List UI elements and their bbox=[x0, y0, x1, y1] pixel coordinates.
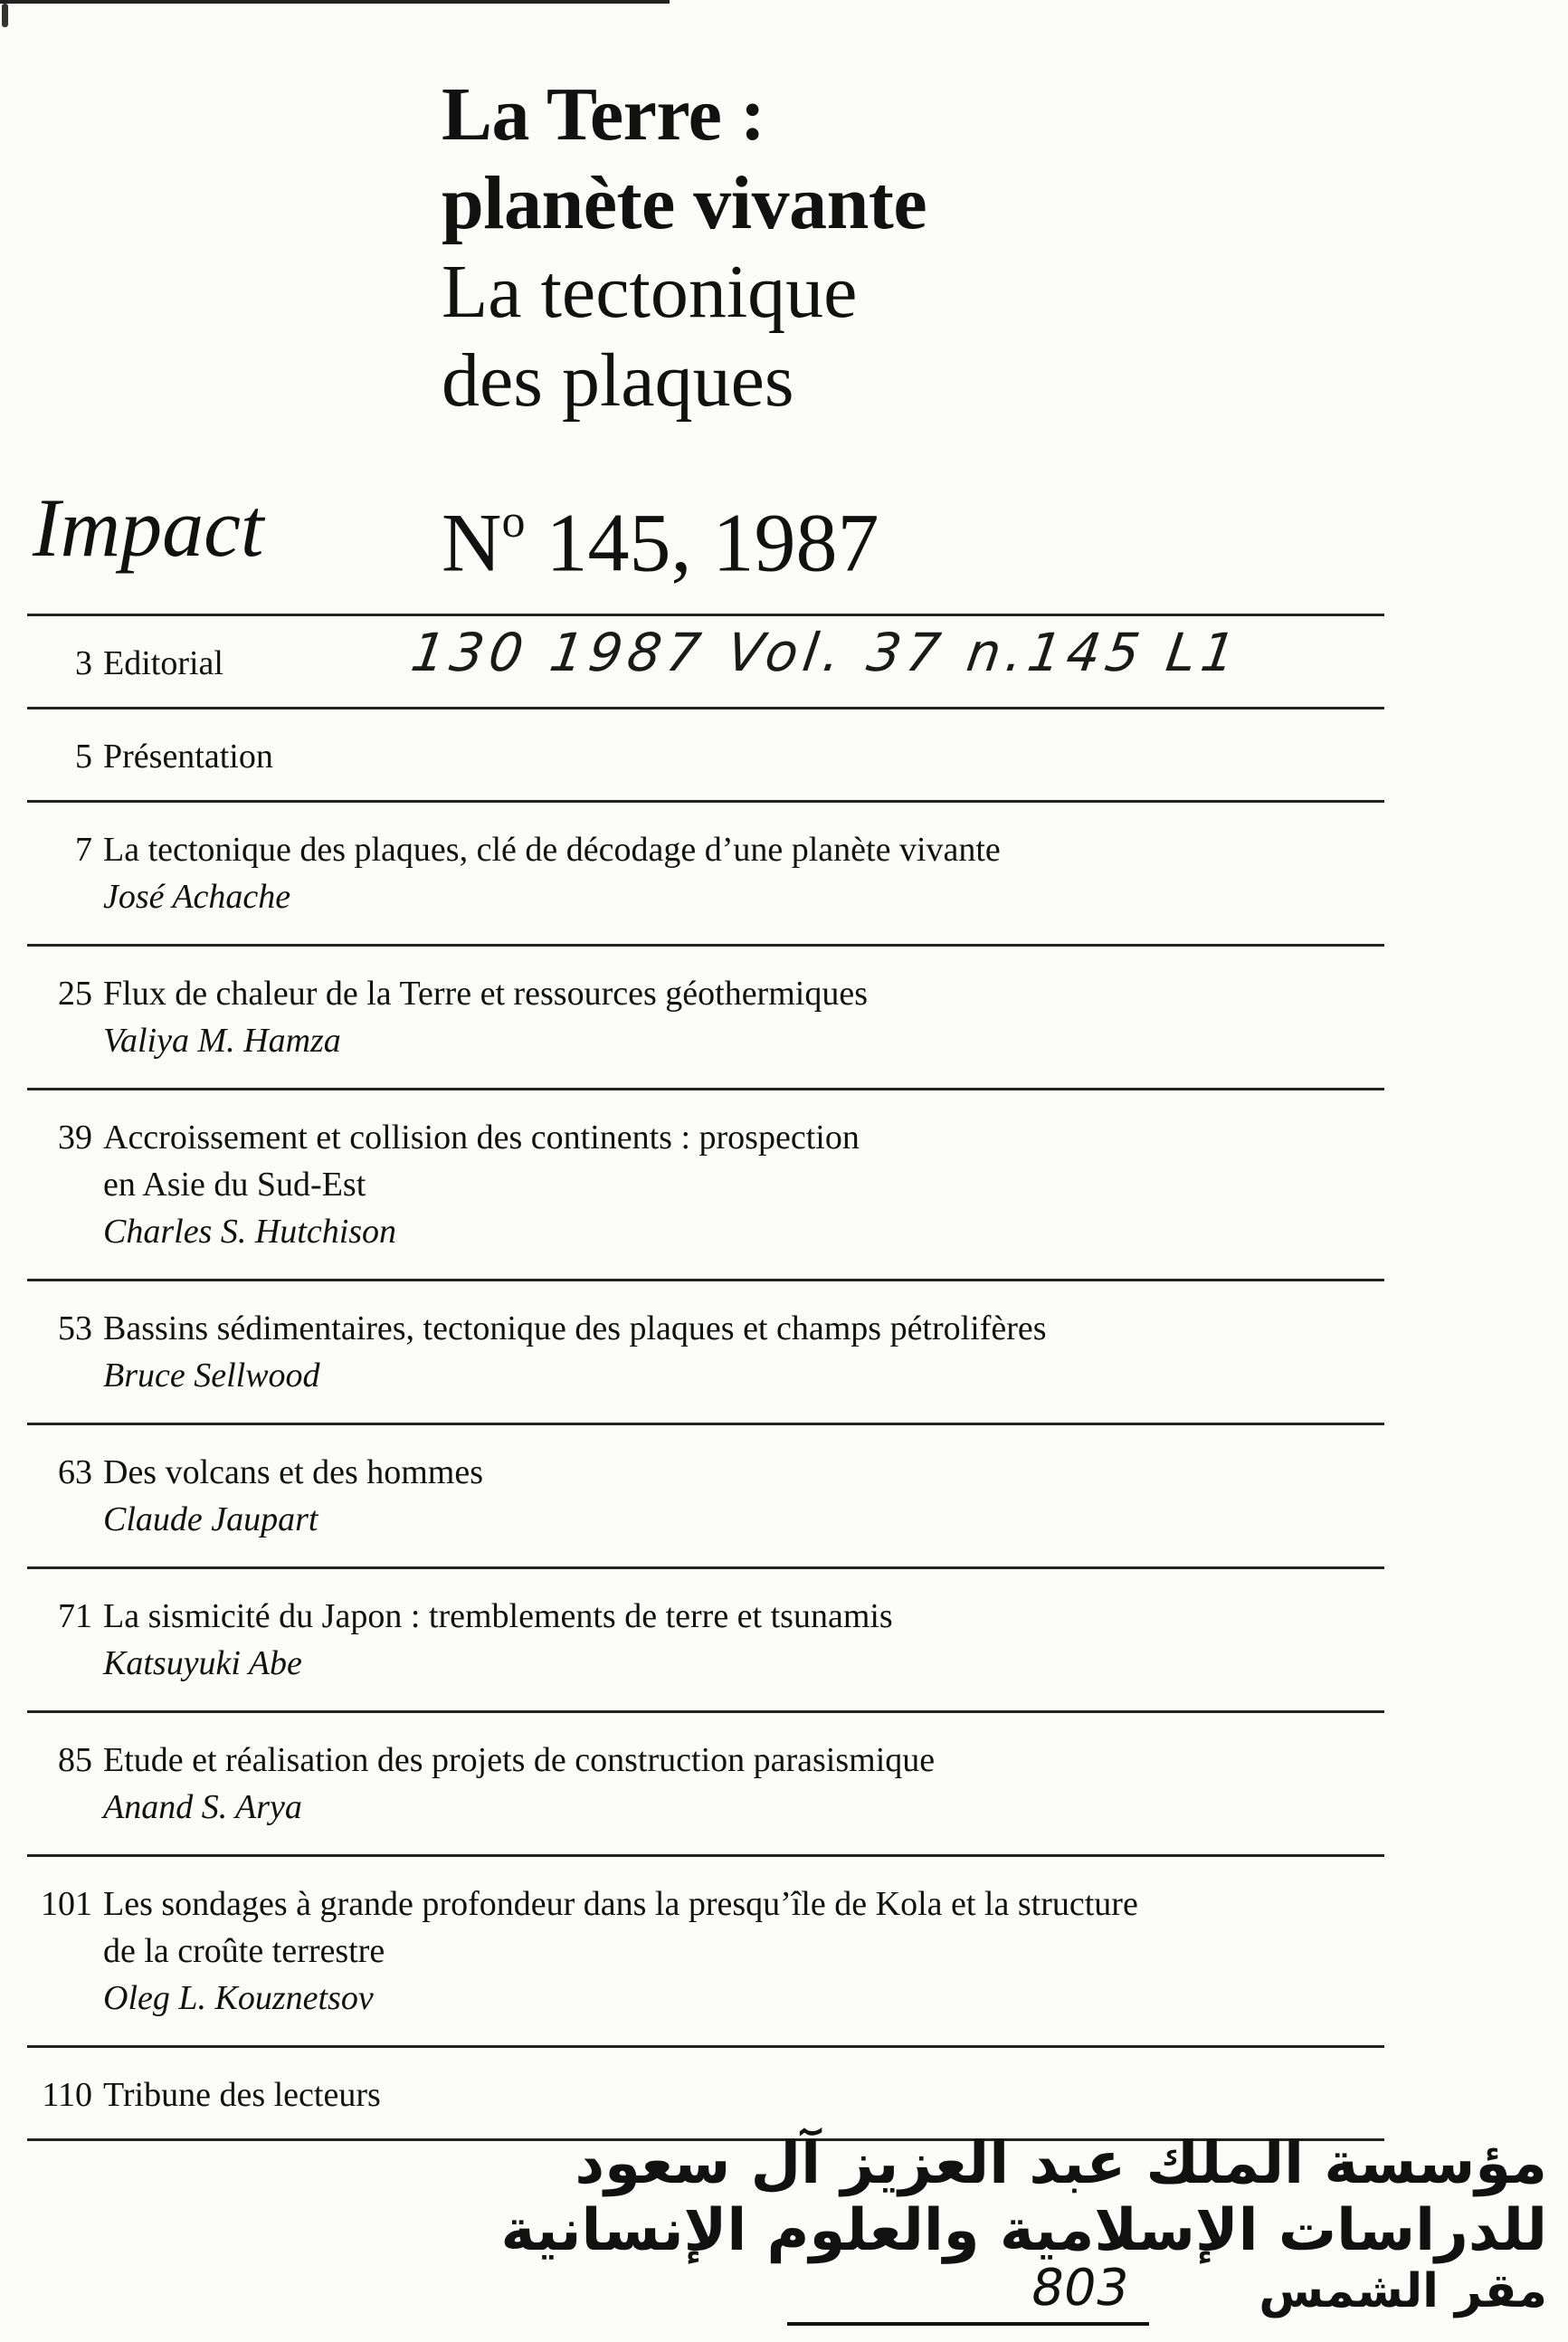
toc-line bbox=[27, 970, 1384, 1017]
toc-title: Tribune des lecteurs bbox=[103, 2076, 381, 2114]
toc-page-number: 101 bbox=[41, 1885, 92, 1923]
toc-line bbox=[27, 826, 1384, 873]
handwritten-catalog-note: 130 1987 Vol. 37 n.145 L1 bbox=[407, 622, 1245, 683]
toc-page-number bbox=[27, 1161, 103, 1208]
toc-entry bbox=[27, 1425, 1384, 1569]
issue-title bbox=[442, 71, 927, 425]
toc-line bbox=[27, 1880, 1384, 1928]
toc-author: Anand S. Arya bbox=[103, 1788, 302, 1826]
toc-title: de la croûte terrestre bbox=[103, 1932, 385, 1970]
toc-line bbox=[27, 1305, 1384, 1352]
toc-title: Présentation bbox=[103, 738, 273, 776]
subtitle-line-1: La tectonique bbox=[442, 250, 858, 334]
stamp-line-1: مؤسسة الملك عبد العزيز آل سعود bbox=[575, 2130, 1547, 2197]
toc-entry bbox=[27, 1713, 1384, 1857]
toc-page-number bbox=[27, 1928, 103, 1975]
toc-page-number: 63 bbox=[58, 1453, 92, 1491]
toc-page-number: 5 bbox=[75, 738, 92, 776]
toc-title: La tectonique des plaques, clé de décodage d’une planète vivante bbox=[103, 831, 1001, 869]
toc-entry bbox=[27, 1569, 1384, 1713]
toc-entry bbox=[27, 947, 1384, 1090]
title-line-2: planète vivante bbox=[442, 161, 927, 245]
toc-author: Bruce Sellwood bbox=[103, 1357, 320, 1395]
toc-entry bbox=[27, 1090, 1384, 1281]
toc-entry bbox=[27, 709, 1384, 803]
toc-line bbox=[27, 2071, 1384, 2118]
toc-line bbox=[27, 1737, 1384, 1784]
journal-name: Impact bbox=[33, 481, 264, 574]
toc-title: en Asie du Sud-Est bbox=[103, 1166, 366, 1204]
toc-line bbox=[27, 1593, 1384, 1640]
toc-entry bbox=[27, 1281, 1384, 1425]
toc-line bbox=[27, 1114, 1384, 1161]
stamp-line-3: مقر الشمس bbox=[1259, 2264, 1547, 2318]
toc-author: Katsuyuki Abe bbox=[103, 1644, 302, 1682]
subtitle-line-2: des plaques bbox=[442, 338, 794, 423]
toc-line bbox=[27, 1928, 1384, 1975]
toc-entry bbox=[27, 616, 1384, 709]
toc-title: Bassins sédimentaires, tectonique des plaques et champs pétrolifères bbox=[103, 1309, 1047, 1347]
toc-line bbox=[27, 1161, 1384, 1208]
toc-page-number: 110 bbox=[42, 2076, 92, 2114]
scan-speck bbox=[2, 4, 8, 27]
stamp-number: 803 bbox=[1026, 2259, 1134, 2318]
toc-page-number: 39 bbox=[58, 1119, 92, 1157]
toc-author: Oleg L. Kouznetsov bbox=[103, 1979, 374, 2017]
toc-page-number: 85 bbox=[58, 1741, 92, 1779]
toc-title: Les sondages à grande profondeur dans la presqu’île de Kola et la structure bbox=[103, 1885, 1138, 1923]
toc-page-number: 53 bbox=[58, 1309, 92, 1347]
toc-entry bbox=[27, 803, 1384, 947]
toc-entry bbox=[27, 1857, 1384, 2048]
toc-title: Editorial bbox=[103, 644, 223, 682]
top-rule bbox=[0, 0, 670, 4]
toc-author: Charles S. Hutchison bbox=[103, 1213, 397, 1251]
stamp-rule bbox=[787, 2322, 1149, 2326]
toc-title: Etude et réalisation des projets de construction parasismique bbox=[103, 1741, 936, 1779]
toc-title: La sismicité du Japon : tremblements de terre et tsunamis bbox=[103, 1597, 893, 1635]
toc-page-number: 71 bbox=[58, 1597, 92, 1635]
issue-number bbox=[442, 478, 879, 593]
toc-page-number: 25 bbox=[58, 975, 92, 1013]
toc-title: Accroissement et collision des continents : prospection bbox=[103, 1119, 860, 1157]
toc-title: Des volcans et des hommes bbox=[103, 1453, 484, 1491]
toc-title: Flux de chaleur de la Terre et ressources géothermiques bbox=[103, 975, 868, 1013]
library-stamp bbox=[500, 2125, 1556, 2338]
stamp-line-2: للدراسات الإسلامية والعلوم الإنسانية bbox=[500, 2197, 1547, 2264]
table-of-contents bbox=[27, 616, 1384, 2141]
toc-author: José Achache bbox=[103, 878, 291, 916]
title-line-1: La Terre : bbox=[442, 72, 765, 157]
issue-year: 145, 1987 bbox=[525, 496, 879, 589]
issue-sup: o bbox=[501, 496, 526, 547]
toc-page-number: 7 bbox=[75, 831, 92, 869]
toc-author: Valiya M. Hamza bbox=[103, 1022, 341, 1060]
toc-page-number: 3 bbox=[75, 644, 92, 682]
issue-prefix: N bbox=[442, 496, 502, 589]
toc-author: Claude Jaupart bbox=[103, 1500, 318, 1538]
toc-line bbox=[27, 1449, 1384, 1496]
toc-line bbox=[27, 733, 1384, 780]
